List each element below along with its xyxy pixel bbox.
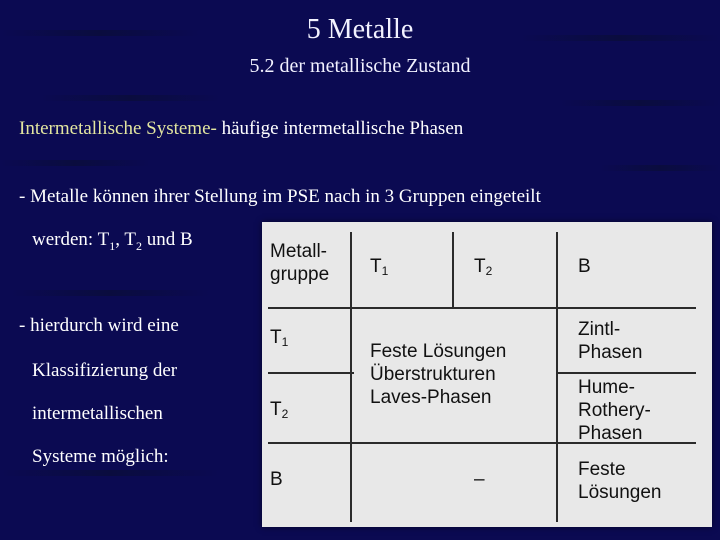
bullet-classification-line3: intermetallischen <box>32 403 163 424</box>
header-t1: $T_1$ <box>370 256 389 278</box>
cell-b-b: Feste Lösungen <box>578 459 662 503</box>
bullet-groups-line1: - Metalle können ihrer Stellung im PSE nach in 3 Gruppen eingeteilt <box>19 186 541 207</box>
phase-classification-table <box>262 222 712 527</box>
cell-t2-b: Hume- Rothery- Phasen <box>578 377 651 444</box>
row-t2: $T_2$ <box>270 399 289 421</box>
cell-t1-b: Zintl- Phasen <box>578 319 643 363</box>
intro-line <box>19 118 463 140</box>
slide-subtitle: 5.2 der metallische Zustand <box>249 55 471 77</box>
intro-highlight: Intermetallische Systeme- <box>19 118 217 139</box>
cell-b-t2: – <box>474 469 485 490</box>
header-metal-group: Metall- gruppe <box>270 241 330 285</box>
intro-rest: häufige intermetallische Phasen <box>216 118 464 139</box>
row-b: B <box>270 469 283 490</box>
bullet-groups-line2: werden: $T_1$, $T_2$ und B <box>32 229 193 253</box>
bullet-classification-line2: Klassifizierung der <box>32 360 178 381</box>
bullet-classification-line1: - hierdurch wird eine <box>19 315 179 336</box>
header-b: B <box>578 256 591 277</box>
header-t2: $T_2$ <box>474 256 493 278</box>
cell-merged-phases: Feste Lösungen Überstrukturen Laves-Phasen <box>370 341 507 408</box>
row-t1: $T_1$ <box>270 327 289 349</box>
bullet-classification-line4: Systeme möglich: <box>32 446 169 467</box>
slide-title: 5 Metalle <box>306 14 414 45</box>
